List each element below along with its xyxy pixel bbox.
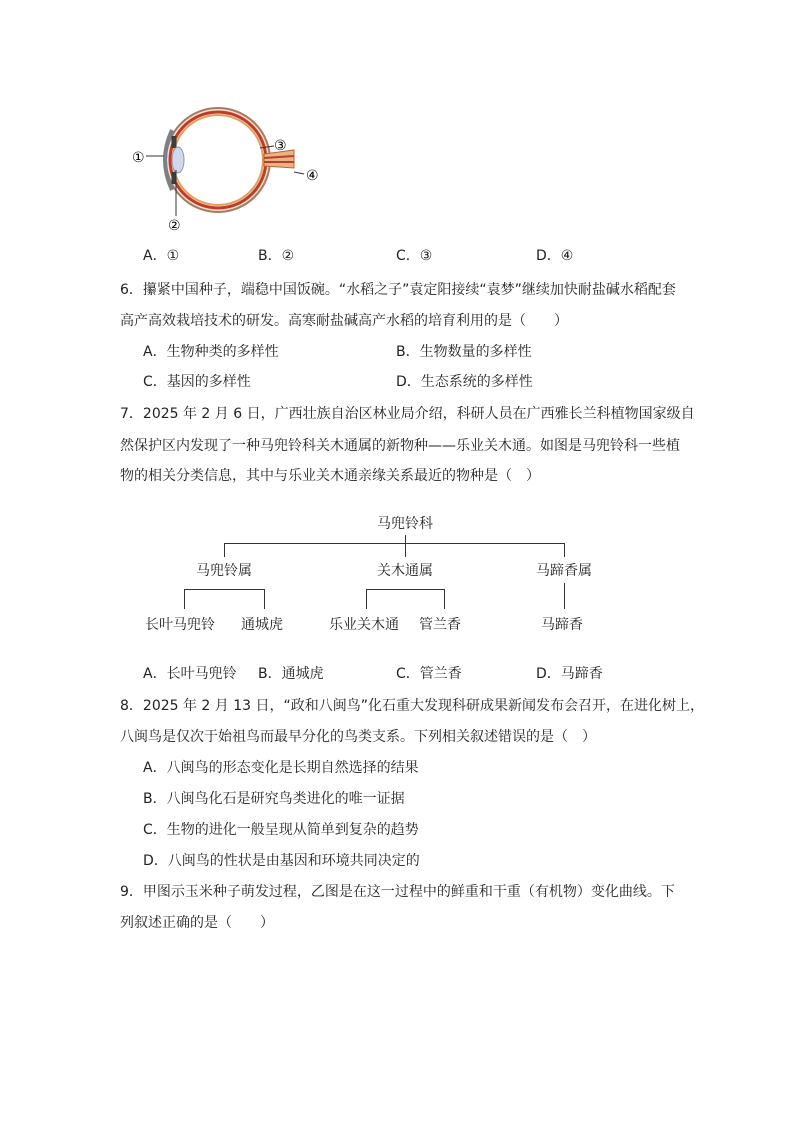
eye-marker-1: ① [132,150,145,166]
q6-option-b[interactable]: B．生物数量的多样性 [396,344,532,360]
tree-species-2: 通城虎 [241,617,283,633]
tree-line-species-1 [184,589,185,609]
q6-stem-line-2: 高产高效栽培技术的研发。高寒耐盐碱高产水稻的培育利用的是（ ） [120,313,568,329]
q7-option-c[interactable]: C．管兰香 [396,666,462,682]
classification-tree [130,505,630,645]
q5-option-a[interactable]: A．① [143,248,180,264]
tree-line-species-4 [444,589,445,609]
q6-option-a[interactable]: A．生物种类的多样性 [143,344,279,360]
q7-option-d[interactable]: D．马蹄香 [536,666,603,682]
eye-anatomy-figure [128,96,328,236]
tree-line-genus-1 [224,543,225,557]
eye-retina [173,115,263,205]
tree-root-family: 马兜铃科 [377,516,433,532]
q8-stem-line-2: 八闽鸟是仅次于始祖鸟而最早分化的鸟类支系。下列相关叙述错误的是（ ） [120,729,596,745]
eye-diagram [128,96,328,236]
q9-stem-line-2: 列叙述正确的是（ ） [120,915,274,931]
tree-line-genus-3 [564,543,565,557]
q8-option-b[interactable]: B．八闽鸟化石是研究鸟类进化的唯一证据 [143,791,405,807]
tree-species-3: 乐业关木通 [329,617,399,633]
tree-line-horizontal-top [224,543,564,544]
tree-genus-2: 关木通属 [377,563,433,579]
leader-line-4 [294,172,304,174]
q5-option-c[interactable]: C．③ [396,248,433,264]
tree-species-5: 马蹄香 [541,617,583,633]
q7-option-a[interactable]: A．长叶马兜铃 [143,666,237,682]
tree-genus-3: 马蹄香属 [536,563,592,579]
eye-marker-2: ② [168,218,181,234]
q6-option-d[interactable]: D．生态系统的多样性 [396,374,533,390]
tree-line-root [405,535,406,543]
eye-marker-3: ③ [274,138,287,154]
tree-line-genus2-branch [366,589,444,590]
tree-line-genus1-branch [184,589,264,590]
q7-stem-line-2: 然保护区内发现了一种马兜铃科关木通属的新物种——乐业关木通。如图是马兜铃科一些植 [120,438,680,454]
eye-marker-4: ④ [306,168,319,184]
q7-stem-line-3: 物的相关分类信息，其中与乐业关木通亲缘关系最近的物种是（ ） [120,468,540,484]
tree-genus-1: 马兜铃属 [196,563,252,579]
q9-stem-line-1: 9．甲图示玉米种子萌发过程，乙图是在这一过程中的鲜重和干重（有机物）变化曲线。下 [120,884,675,900]
tree-line-genus-2 [405,543,406,557]
q6-option-c[interactable]: C．基因的多样性 [143,374,251,390]
q8-option-c[interactable]: C．生物的进化一般呈现从简单到复杂的趋势 [143,822,419,838]
q6-stem-line-1: 6．攥紧中国种子，端稳中国饭碗。“水稻之子”袁定阳接续“袁梦”继续加快耐盐碱水稻配套 [120,282,676,298]
eye-lens [172,147,184,173]
q7-stem-line-1: 7．2025 年 2 月 6 日，广西壮族自治区林业局介绍，科研人员在广西雅长兰科植物国家级自 [120,406,695,422]
tree-species-4: 管兰香 [419,617,461,633]
tree-line-species-5 [564,583,565,609]
q5-option-d[interactable]: D．④ [536,248,574,264]
tree-line-species-3 [366,589,367,609]
q7-option-b[interactable]: B．通城虎 [258,666,324,682]
tree-species-1: 长叶马兜铃 [145,617,215,633]
q8-stem-line-1: 8．2025 年 2 月 13 日，“政和八闽鸟”化石重大发现科研成果新闻发布会召开，在进化树上， [120,698,705,714]
q8-option-d[interactable]: D．八闽鸟的性状是由基因和环境共同决定的 [143,853,420,869]
tree-line-species-2 [264,589,265,609]
q8-option-a[interactable]: A．八闽鸟的形态变化是长期自然选择的结果 [143,760,419,776]
q5-option-b[interactable]: B．② [258,248,295,264]
